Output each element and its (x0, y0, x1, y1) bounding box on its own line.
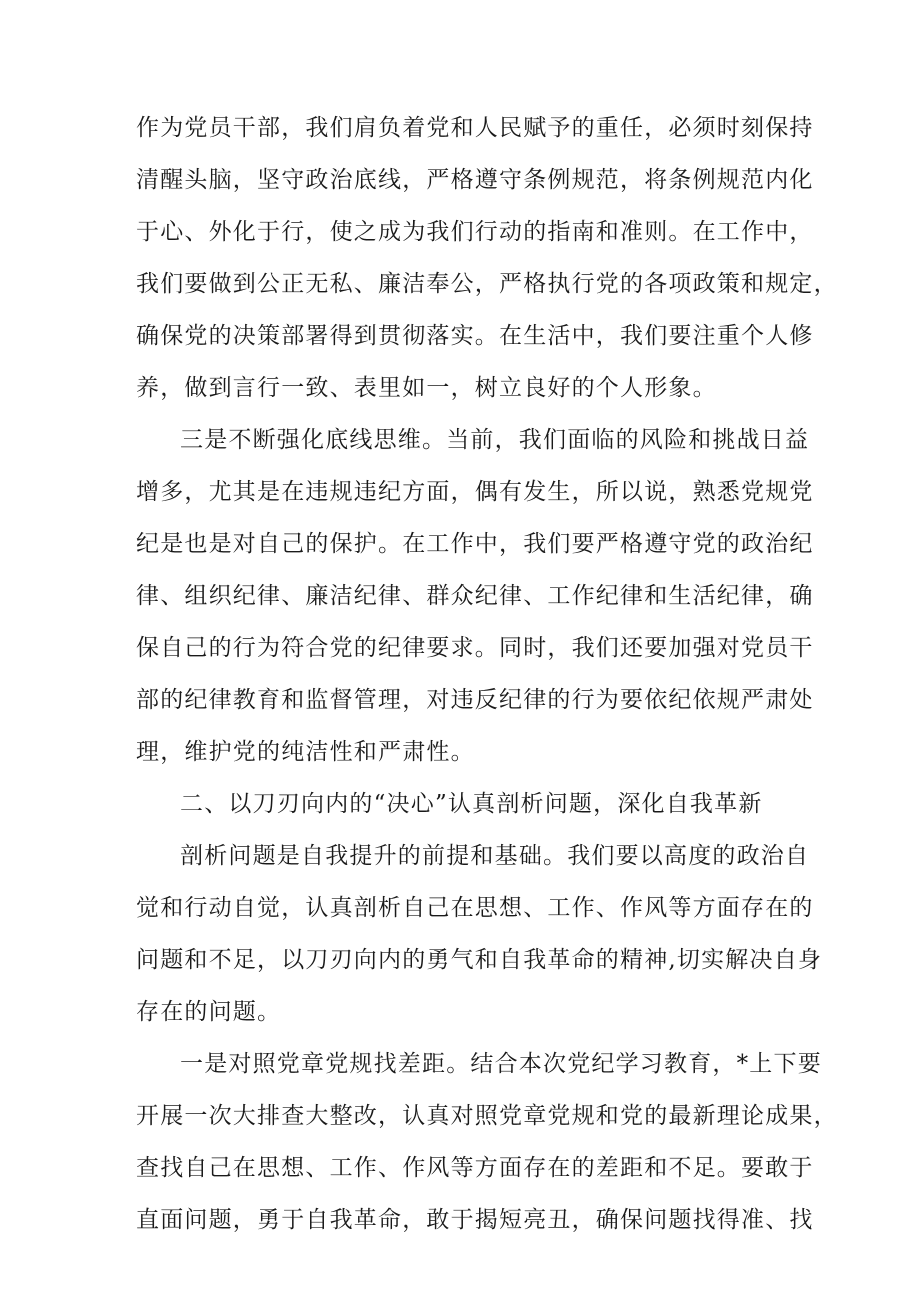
paragraph-line-21: 直面问题，勇于自我革命，敢于揭短亮丑，确保问题找得准、找 (136, 1207, 814, 1233)
paragraph-line-12: 部的纪律教育和监督管理，对违反纪律的行为要依纪依规严肃处 (136, 687, 814, 713)
paragraph-line-5: 确保党的决策部署得到贯彻落实。在生活中，我们要注重个人修 (136, 323, 814, 349)
paragraph-line-14: 剖析问题是自我提升的前提和基础。我们要以高度的政治自 (180, 843, 810, 869)
paragraph-line-8: 增多，尤其是在违规违纪方面，偶有发生，所以说，熟悉党规党 (136, 479, 814, 505)
paragraph-line-11: 保自己的行为符合党的纪律要求。同时，我们还要加强对党员干 (136, 635, 814, 661)
paragraph-line-6: 养，做到言行一致、表里如一，树立良好的个人形象。 (136, 375, 717, 401)
paragraph-line-16: 问题和不足，以刀刃向内的勇气和自我革命的精神,切实解决自身 (136, 947, 823, 973)
paragraph-line-1: 作为党员干部，我们肩负着党和人民赋予的重任，必须时刻保持 (136, 115, 814, 141)
paragraph-line-2: 清醒头脑，坚守政治底线，严格遵守条例规范，将条例规范内化 (136, 167, 814, 193)
paragraph-line-7: 三是不断强化底线思维。当前，我们面临的风险和挑战日益 (180, 427, 810, 453)
section-heading: 二、以刀刃向内的“决心”认真剖析问题，深化自我革新 (180, 791, 763, 817)
paragraph-line-20: 查找自己在思想、工作、作风等方面存在的差距和不足。要敢于 (136, 1155, 814, 1181)
paragraph-line-10: 律、组织纪律、廉洁纪律、群众纪律、工作纪律和生活纪律，确 (136, 583, 814, 609)
paragraph-line-18: 一是对照党章党规找差距。结合本次党纪学习教育，*上下要 (180, 1051, 822, 1077)
paragraph-line-3: 于心、外化于行，使之成为我们行动的指南和准则。在工作中， (136, 219, 814, 245)
paragraph-line-13: 理，维护党的纯洁性和严肃性。 (136, 739, 475, 765)
paragraph-line-17: 存在的问题。 (136, 999, 282, 1025)
paragraph-line-4: 我们要做到公正无私、廉洁奉公，严格执行党的各项政策和规定， (136, 271, 838, 297)
paragraph-line-15: 觉和行动自觉，认真剖析自己在思想、工作、作风等方面存在的 (136, 895, 814, 921)
paragraph-line-19: 开展一次大排查大整改，认真对照党章党规和党的最新理论成果， (136, 1103, 838, 1129)
paragraph-line-9: 纪是也是对自己的保护。在工作中，我们要严格遵守党的政治纪 (136, 531, 814, 557)
